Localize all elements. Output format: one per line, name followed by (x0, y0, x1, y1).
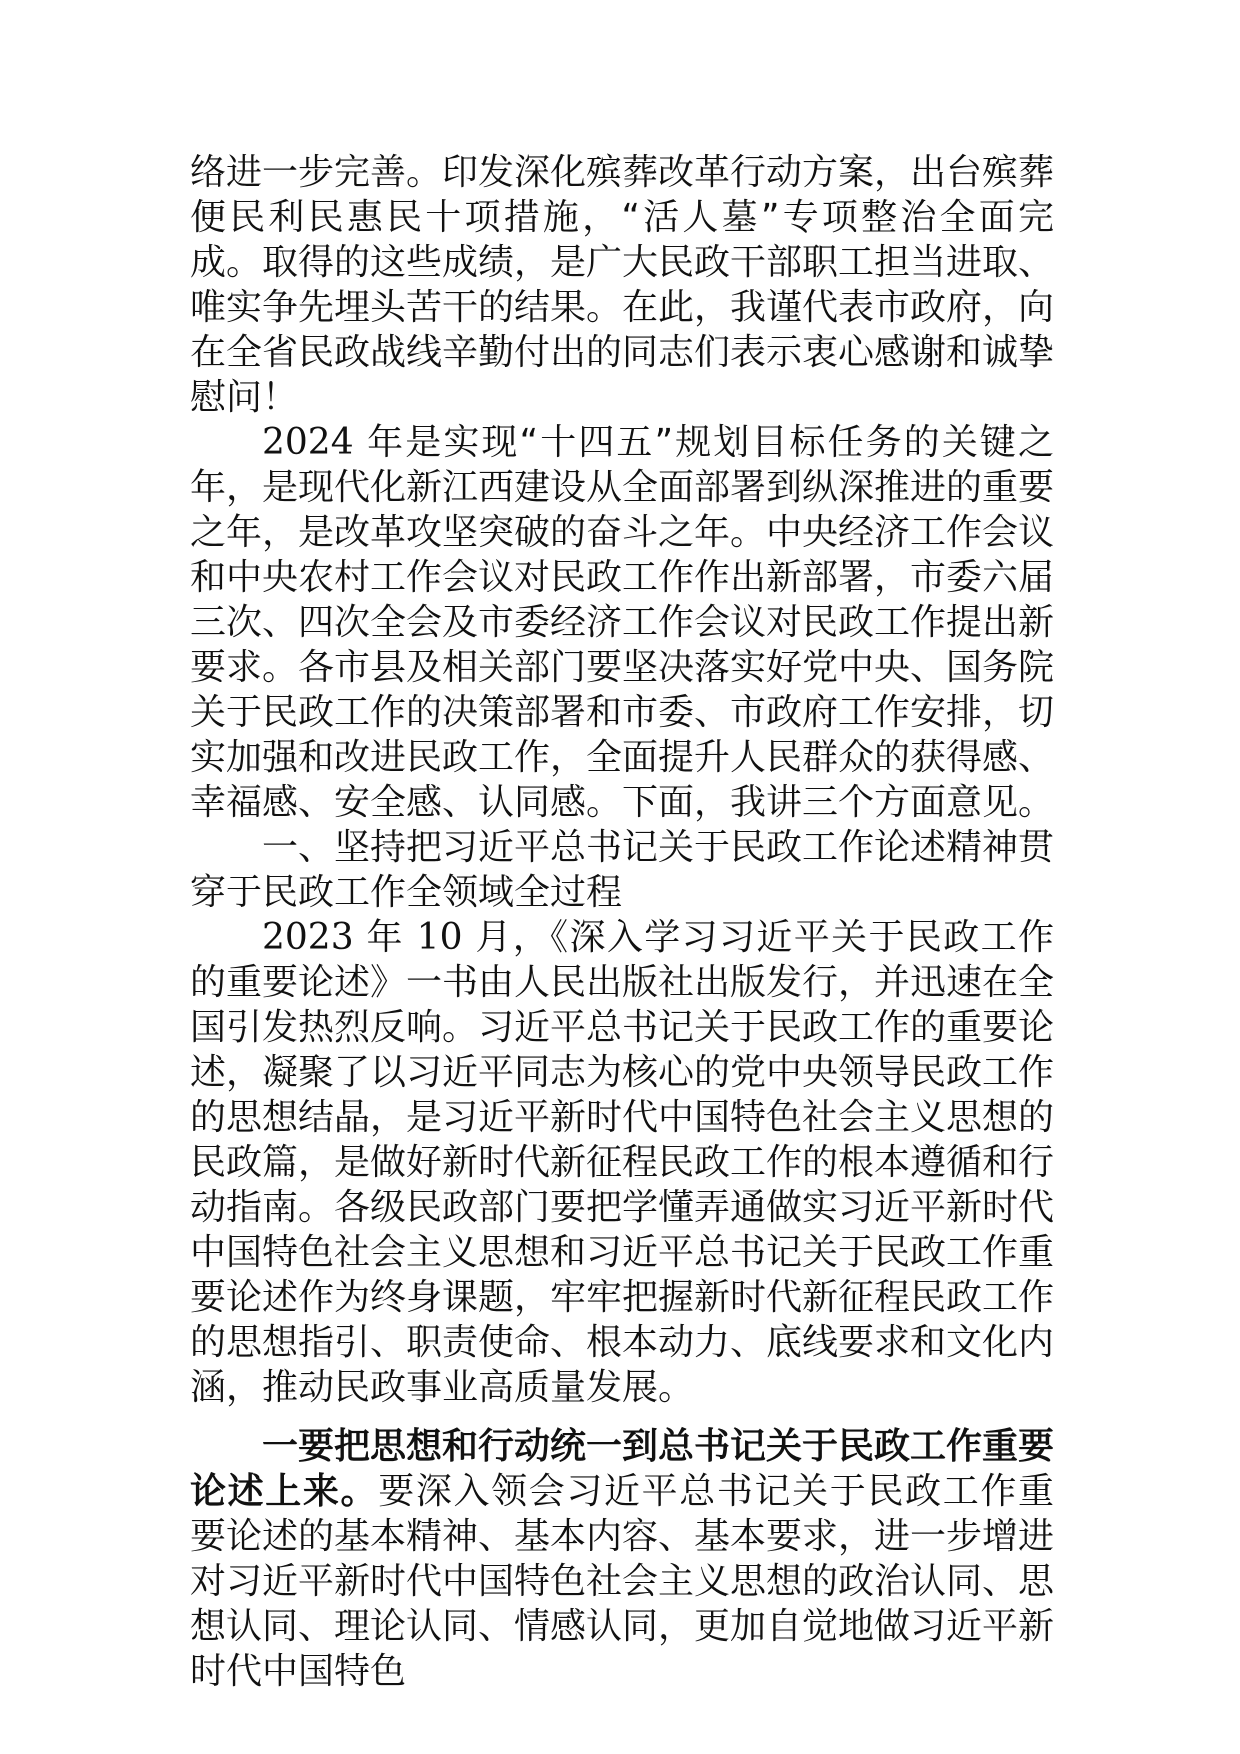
paragraph-2023 (190, 915, 1054, 1410)
paragraph-text: 要深入领会习近平总书记关于民政工作重要论述的基本精神、基本内容、基本要求，进一步增进对习近平新时代中国特色社会主义思想的政治认同、思想认同、理论认同、情感认同，更加自觉地做习近平新时代中国特色 (190, 1471, 1055, 1692)
paragraph-text: 年是实现“十四五”规划目标任务的关键之年，是现代化新江西建设从全面部署到纵深推进的重要之年，是改革攻坚突破的奋斗之年。中央经济工作会议和中央农村工作会议对民政工作作出新部署，市委六届三次、四次全会及市委经济工作会议对民政工作提出新要求。各市县及相关部门要坚决落实好党中央、国务院关于民政工作的决策部署和市委、市政府工作安排，切实加强和改进民政工作，全面提升人民群众的获得感、幸福感、安全感、认同感。下面，我讲三个方面意见。 (190, 422, 1055, 823)
paragraph-continuation (190, 150, 1054, 420)
heading-text: 一、坚持把习近平总书记关于民政工作论述精神贯穿于民政工作全领域全过程 (190, 827, 1055, 913)
year-2023: 2023 (262, 917, 354, 958)
paragraph-point-one (190, 1424, 1054, 1694)
year-suffix: 年 (366, 917, 404, 958)
section-heading-1 (190, 825, 1054, 915)
year-2024: 2024 (262, 422, 354, 463)
bold-lead-sentence: 一要把思想和行动统一到总书记关于民政工作重要论述上来。 (190, 1426, 1055, 1512)
paragraph-2024 (190, 420, 1054, 825)
paragraph-text: 月，《深入学习习近平关于民政工作的重要论述》一书由人民出版社出版发行，并迅速在全国引发热烈反响。习近平总书记关于民政工作的重要论述，凝聚了以习近平同志为核心的党中央领导民政工作的思想结晶，是习近平新时代中国特色社会主义思想的民政篇，是做好新时代新征程民政工作的根本遵循和行动指南。各级民政部门要把学懂弄通做实习近平新时代中国特色社会主义思想和习近平总书记关于民政工作重要论述作为终身课题，牢牢把握新时代新征程民政工作的思想指引、职责使命、根本动力、底线要求和文化内涵，推动民政事业高质量发展。 (190, 917, 1055, 1408)
month-number: 10 (416, 917, 463, 958)
document-page (190, 150, 1054, 1694)
paragraph-text: 络进一步完善。印发深化殡葬改革行动方案，出台殡葬便民利民惠民十项措施，“活人墓”专项整治全面完成。取得的这些成绩，是广大民政干部职工担当进取、唯实争先埋头苦干的结果。在此，我谨代表市政府，向在全省民政战线辛勤付出的同志们表示衷心感谢和诚挚慰问！ (190, 152, 1055, 418)
